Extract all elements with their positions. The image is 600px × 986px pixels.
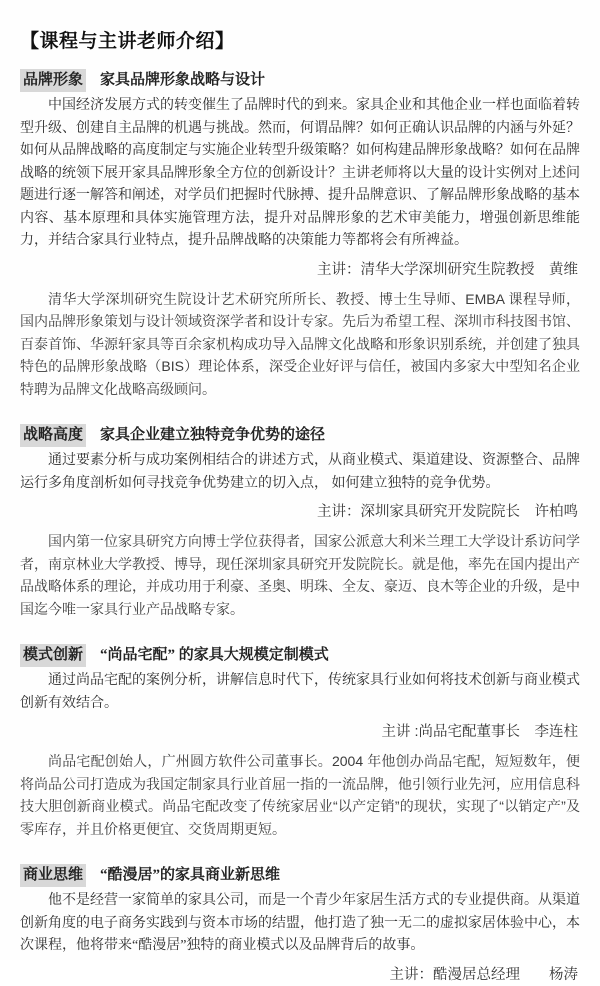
lecturer-bio: 尚品宅配创始人，广州圆方软件公司董事长。2004 年他创办尚品宅配，短短数年，便将尚品公司打造成为我国定制家具行业首屈一指的一流品牌，他引领行业先河，应用信息科技大胆创新商业模式。尚品宅配改变了传统家居业“以产定销”的现状，实现了“以销定产”及零库存，并且价格更便宜、交货周期更短。 xyxy=(20,753,580,837)
course-title: 家具企业建立独特竞争优势的途径 xyxy=(100,427,326,443)
course-title: “尚品宅配” 的家具大规模定制模式 xyxy=(100,647,329,663)
course-title: “酷漫居”的家具商业新思维 xyxy=(100,867,281,883)
course-section-model-innovation xyxy=(20,644,580,840)
course-title: 家具品牌形象战略与设计 xyxy=(100,72,266,88)
course-tag: 品牌形象 xyxy=(20,69,86,92)
course-section-business-thinking xyxy=(20,864,580,986)
lecturer-line: 主讲 :尚品宅配董事长 李连柱 xyxy=(381,724,578,740)
lecturer-line: 主讲：酷漫居总经理 杨涛 xyxy=(389,966,578,983)
course-tag: 商业思维 xyxy=(20,864,86,887)
course-tag: 模式创新 xyxy=(20,644,86,667)
page-title: 【课程与主讲老师介绍】 xyxy=(20,31,235,52)
course-header xyxy=(20,864,580,887)
lecturer-line: 主讲：深圳家具研究开发院院长 许柏鸣 xyxy=(317,504,578,520)
course-section-strategy xyxy=(20,424,580,620)
course-header xyxy=(20,644,580,667)
lecturer-line: 主讲：清华大学深圳研究生院教授 黄维 xyxy=(317,261,578,278)
course-header xyxy=(20,69,580,92)
course-description: 通过尚品宅配的案例分析，讲解信息时代下，传统家具行业如何将技术创新与商业模式创新有效结合。 xyxy=(20,673,580,711)
course-description: 他不是经营一家简单的家具公司，而是一个青少年家居生活方式的专业提供商。从渠道创新角度的电子商务实践到与资本市场的结盟，他打造了独一无二的虚拟家居体验中心，本次课程，他将带来“酷漫居”独特的商业模式以及品牌背后的故事。 xyxy=(20,893,580,953)
lecturer-bio: 清华大学深圳研究生院设计艺术研究所所长、教授、博士生导师、EMBA 课程导师，国内品牌形象策划与设计领域资深学者和设计专家。先后为希望工程、深圳市科技图书馆、百泰首饰、华源轩家具等百余家机构成功导入品牌文化战略和形象识别系统，并创建了独具特色的品牌形象战略（BIS）理论体系，深受企业好评与信任，被国内多家大中型知名企业特聘为品牌文化战略高级顾问。 xyxy=(20,290,580,397)
course-tag: 战略高度 xyxy=(20,424,86,447)
course-description: 通过要素分析与成功案例相结合的讲述方式，从商业模式、渠道建设、资源整合、品牌运行多角度剖析如何寻找竞争优势建立的切入点， 如何建立独特的竞争优势。 xyxy=(20,453,580,491)
course-description: 中国经济发展方式的转变催生了品牌时代的到来。家具企业和其他企业一样也面临着转型升级、创建自主品牌的机遇与挑战。然而，何谓品牌？如何正确认识品牌的内涵与外延？如何从品牌战略的高度制定与实施企业转型升级策略？如何构建品牌形象战略？如何在品牌战略的统领下展开家具品牌形象全方位的创新设计？主讲老师将以大量的设计实例对上述问题进行逐一解答和阐述，对学员们把握时代脉搏、提升品牌意识、了解品牌形象战略的基本内容、基本原理和具体实施管理方法，提升对品牌形象的艺术审美能力，增强创新思维能力，并结合家具行业特点，提升品牌战略的决策能力等都将会有所裨益。 xyxy=(20,98,580,248)
course-header xyxy=(20,424,580,447)
course-section-brand-image xyxy=(20,69,580,400)
lecturer-bio: 国内第一位家具研究方向博士学位获得者，国家公派意大利米兰理工大学设计系访问学者，南京林业大学教授、博导，现任深圳家具研究开发院院长。就是他，率先在国内提出产品战略体系的理论，并成功用于利豪、圣奥、明珠、全友、豪迈、良木等企业的升级，是中国迄今唯一家具行业产品战略专家。 xyxy=(20,533,580,617)
